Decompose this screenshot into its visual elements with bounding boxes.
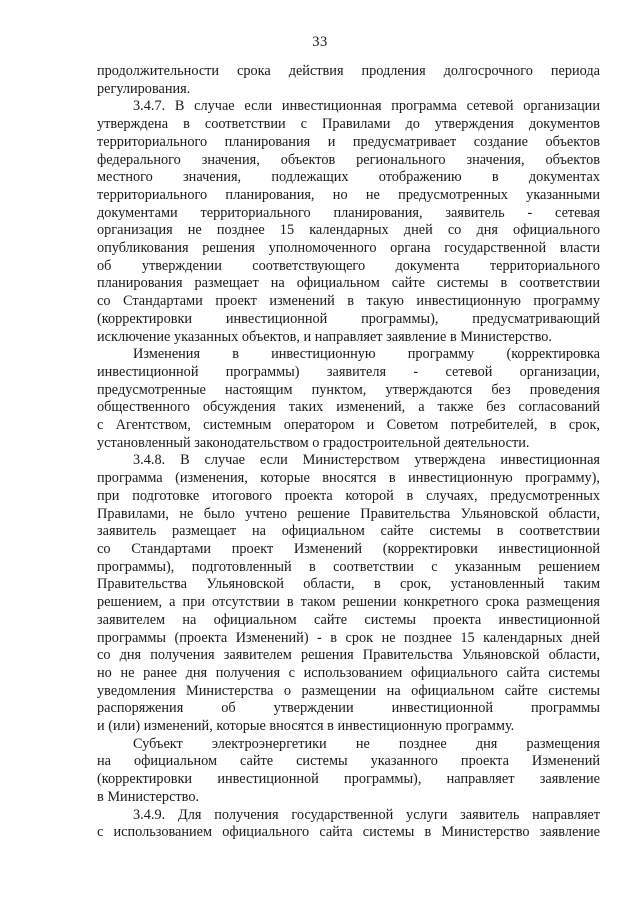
text-line: местного значения, подлежащих отображению в документах [97, 169, 600, 186]
text-line: об утверждении соответствующего документа территориального [97, 257, 600, 274]
text-line: Изменения в инвестиционную программу (корректировка [133, 346, 600, 363]
paragraph-subject [97, 736, 600, 807]
text-line: программы (проекта Изменений) - в срок не позднее 15 календарных дней [97, 629, 600, 646]
text-line: опубликования решения уполномоченного органа государственной власти [97, 240, 600, 257]
text-line: с Агентством, системным оператором и Советом потребителей, в срок, [97, 417, 600, 434]
text-line: с использованием официального сайта системы в Министерство заявление [97, 824, 600, 841]
text-line: заявитель размещает на официальном сайте системы в соответствии [97, 523, 600, 540]
paragraph-3-4-7 [97, 98, 600, 346]
page-number: 33 [312, 34, 328, 50]
text-line: программа (изменения, которые вносятся в инвестиционную программу), [97, 470, 600, 487]
text-line: на официальном сайте системы указанного проекта Изменений [97, 753, 600, 770]
paragraph-changes [97, 346, 600, 452]
text-line: 3.4.9. Для получения государственной услуги заявитель направляет [133, 806, 600, 823]
paragraph-3-4-8 [97, 452, 600, 735]
text-line: программы), подготовленный в соответствии с указанным решением [97, 558, 600, 575]
text-line: в Министерство. [97, 788, 200, 805]
text-line: уведомления Министерства о размещении на официальном сайте системы [97, 682, 600, 699]
text-line: утверждена в соответствии с Правилами до утверждения документов [97, 116, 600, 133]
text-line: со дня получения заявителем решения Правительства Ульяновской области, [97, 647, 600, 664]
text-line: Субъект электроэнергетики не позднее дня размещения [133, 735, 600, 752]
text-line: Правилами, не было учтено решение Правительства Ульяновской области, [97, 505, 600, 522]
text-line: продолжительности срока действия продления долгосрочного периода [97, 63, 600, 79]
text-line: территориального планирования, но не предусмотренных указанными [97, 186, 600, 203]
text-line: заявителем на официальном сайте системы проекта инвестиционной [97, 611, 600, 628]
text-line: со Стандартами проект Изменений (корректировки инвестиционной [97, 540, 600, 557]
text-line: распоряжения об утверждении инвестиционной программы [97, 700, 600, 717]
text-line: федерального значения, объектов регионального значения, объектов [97, 151, 600, 168]
text-line: планирования размещает на официальном сайте системы в соответствии [97, 275, 600, 292]
text-line: установленный законодательством о градостроительной деятельности. [97, 434, 530, 451]
text-line: решением, а при отсутствии в таком решении конкретного срока размещения [97, 594, 600, 611]
text-line: общественного обсуждения таких изменений, а также без согласований [97, 399, 600, 416]
text-line: при подготовке итогового проекта которой в случаях, предусмотренных [97, 487, 600, 504]
text-line: 3.4.8. В случае если Министерством утверждена инвестиционная [133, 452, 600, 469]
text-line: инвестиционной программы) заявителя - сетевой организации, [97, 363, 600, 380]
text-line: 3.4.7. В случае если инвестиционная программа сетевой организации [133, 98, 600, 115]
text-line: но не ранее дня получения с использованием официального сайта системы [97, 664, 600, 681]
text-line: документами территориального планирования, заявитель - сетевая [97, 204, 600, 221]
text-line: (корректировки инвестиционной программы), предусматривающий [97, 310, 600, 327]
text-line: предусмотренные настоящим пунктом, утверждаются без проведения [97, 381, 600, 398]
text-line: (корректировки инвестиционной программы), направляет заявление [97, 771, 600, 788]
paragraph-3-4-9 [97, 807, 600, 842]
document-body [97, 63, 600, 842]
text-line: со Стандартами проект изменений в такую инвестиционную программу [97, 293, 600, 310]
text-line: организация не позднее 15 календарных дней со дня официального [97, 222, 600, 239]
text-line: Правительства Ульяновской области, в срок, установленный таким [97, 576, 600, 593]
text-line: регулирования. [97, 80, 191, 97]
text-line: и (или) изменений, которые вносятся в инвестиционную программу. [97, 718, 515, 735]
text-line: исключение указанных объектов, и направляет заявление в Министерство. [97, 328, 552, 345]
text-line: территориального планирования и предусматривает создание объектов [97, 133, 600, 150]
paragraph-continuation [97, 63, 600, 98]
